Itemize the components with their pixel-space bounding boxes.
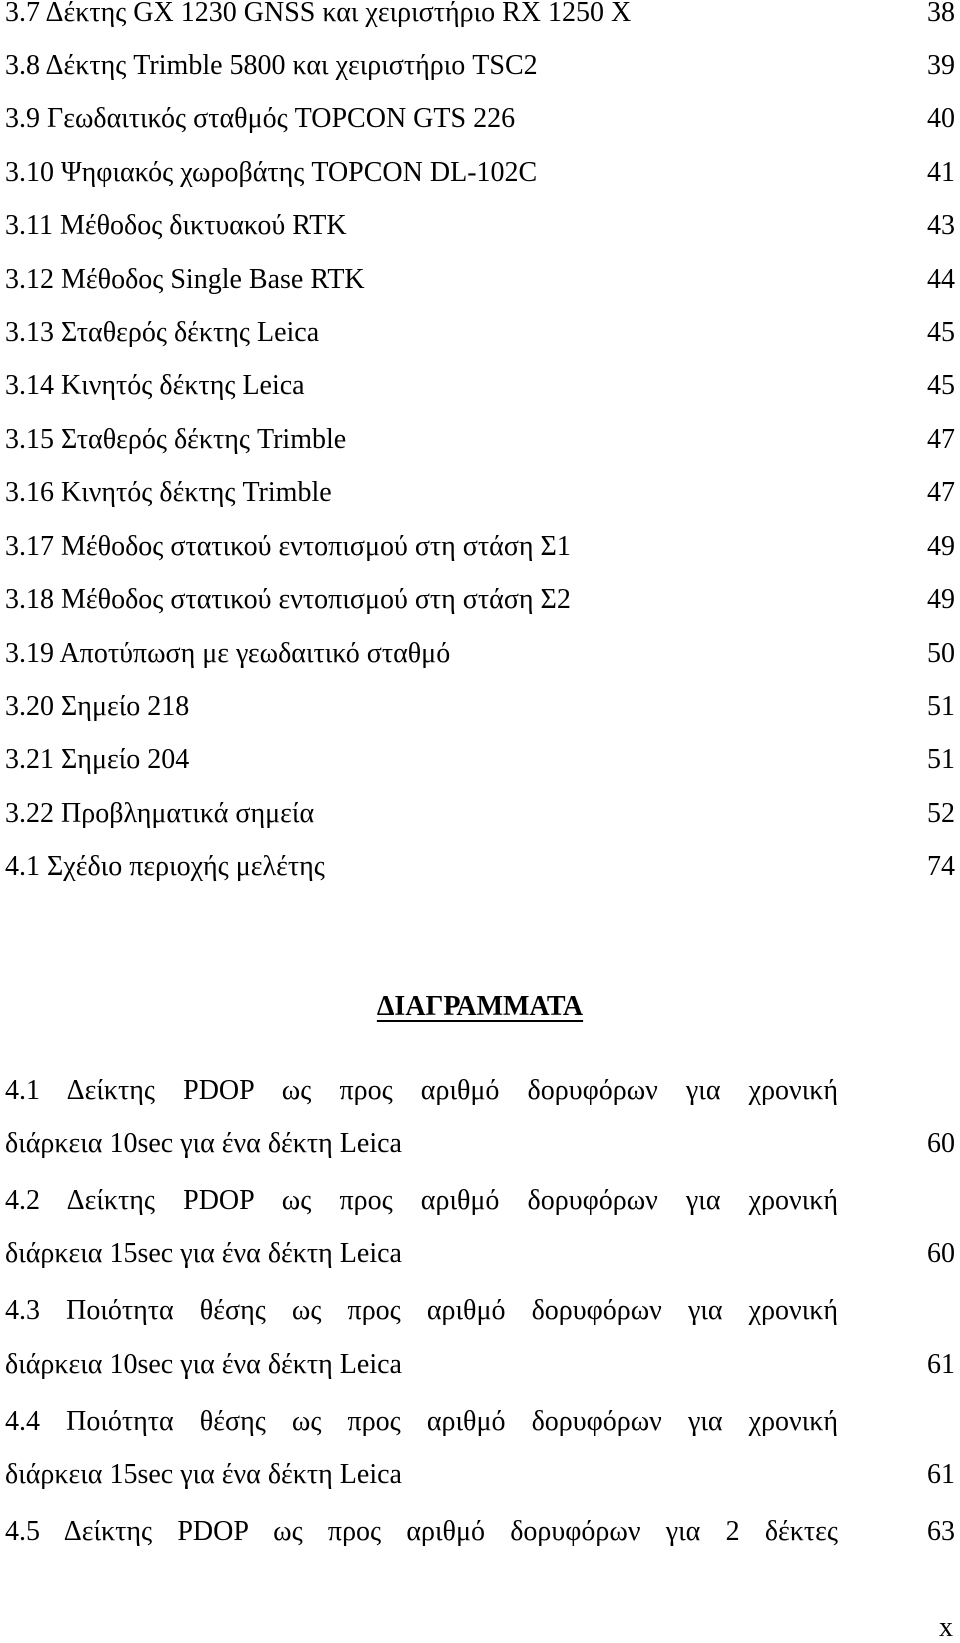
toc-entry-page: 44 <box>927 264 955 295</box>
page-number: x <box>939 1612 953 1643</box>
toc-entry-page: 45 <box>927 317 955 348</box>
toc-entry <box>5 740 955 780</box>
toc-entry <box>5 634 955 674</box>
toc-entry-page: 51 <box>927 691 955 722</box>
toc-entry-page: 51 <box>927 744 955 775</box>
toc-entry-page: 49 <box>927 584 955 615</box>
section-heading-text: ΔΙΑΓΡΑΜΜΑΤΑ <box>376 991 584 1022</box>
toc-entry <box>5 1512 955 1552</box>
toc-entry-label: 3.12 Μέθοδος Single Base RTK <box>5 264 365 295</box>
toc-entry <box>5 580 955 620</box>
toc-entry-page: 52 <box>927 798 955 829</box>
toc-entry <box>5 527 955 567</box>
toc-entry-page: 60 <box>927 1128 955 1159</box>
toc-entry <box>5 1345 955 1385</box>
toc-entry <box>5 1455 955 1495</box>
toc-entry-label: 3.19 Αποτύπωση με γεωδαιτικό σταθμό <box>5 638 451 669</box>
toc-entry-page: 43 <box>927 210 955 241</box>
toc-entry <box>5 260 955 300</box>
toc-entry-page: 50 <box>927 638 955 669</box>
toc-entry <box>5 153 955 193</box>
toc-entry-label: διάρκεια 10sec για ένα δέκτη Leica <box>5 1128 402 1159</box>
toc-entry <box>5 847 955 887</box>
toc-entry-label: 3.18 Μέθοδος στατικού εντοπισμού στη στάση Σ2 <box>5 584 571 615</box>
toc-entry-page: 61 <box>927 1459 955 1490</box>
toc-entry-label: 3.21 Σημείο 204 <box>5 744 190 775</box>
toc-entry-label: 4.5 Δείκτης PDOP ως προς αριθμό δορυφόρων για 2 δέκτες <box>5 1516 838 1547</box>
toc-entry-label: διάρκεια 15sec για ένα δέκτη Leica <box>5 1459 402 1490</box>
toc-entry-label: διάρκεια 15sec για ένα δέκτη Leica <box>5 1238 402 1269</box>
toc-entry <box>5 473 955 513</box>
toc-entry-label: 3.11 Μέθοδος δικτυακού RTK <box>5 210 347 241</box>
toc-entry-label: 3.9 Γεωδαιτικός σταθμός TOPCON GTS 226 <box>5 103 516 134</box>
toc-entry-label: 3.7 Δέκτης GX 1230 GNSS και χειριστήριο RX 1250 X <box>5 0 632 28</box>
toc-entry-label: 3.20 Σημείο 218 <box>5 691 190 722</box>
toc-entry-label: 4.1 Σχέδιο περιοχής μελέτης <box>5 851 325 882</box>
toc-entry-label: 3.14 Κινητός δέκτης Leica <box>5 370 305 401</box>
toc-entry-label: 3.8 Δέκτης Trimble 5800 και χειριστήριο TSC2 <box>5 50 538 81</box>
toc-entry-page: 40 <box>927 103 955 134</box>
toc-entry-page: 38 <box>927 0 955 28</box>
toc-entry <box>5 313 955 353</box>
toc-entry <box>5 46 955 86</box>
toc-entry <box>5 420 955 460</box>
toc-entry <box>5 206 955 246</box>
toc-entry-label: διάρκεια 10sec για ένα δέκτη Leica <box>5 1349 402 1380</box>
toc-entry-page: 47 <box>927 424 955 455</box>
toc-entry <box>5 687 955 727</box>
section-heading <box>0 987 960 1027</box>
toc-entry-page: 61 <box>927 1349 955 1380</box>
toc-entry-label: 3.17 Μέθοδος στατικού εντοπισμού στη στάση Σ1 <box>5 531 571 562</box>
toc-entry <box>5 794 955 834</box>
toc-entry-page: 60 <box>927 1238 955 1269</box>
toc-entry-line1: 4.2 Δείκτης PDOP ως προς αριθμό δορυφόρων για χρονική <box>5 1185 838 1216</box>
toc-entry <box>5 99 955 139</box>
toc-entry-label: 3.13 Σταθερός δέκτης Leica <box>5 317 320 348</box>
toc-entry-page: 39 <box>927 50 955 81</box>
toc-entry <box>5 1234 955 1274</box>
toc-entry <box>5 1124 955 1164</box>
toc-entry-line1: 4.1 Δείκτης PDOP ως προς αριθμό δορυφόρων για χρονική <box>5 1075 838 1106</box>
toc-entry-page: 45 <box>927 370 955 401</box>
toc-entry-page: 49 <box>927 531 955 562</box>
toc-entry-line1: 4.4 Ποιότητα θέσης ως προς αριθμό δορυφόρων για χρονική <box>5 1406 838 1437</box>
toc-entry-page: 47 <box>927 477 955 508</box>
toc-entry-line1: 4.3 Ποιότητα θέσης ως προς αριθμό δορυφόρων για χρονική <box>5 1295 838 1326</box>
toc-entry-label: 3.15 Σταθερός δέκτης Trimble <box>5 424 347 455</box>
toc-entry-label: 3.22 Προβληματικά σημεία <box>5 798 315 829</box>
toc-entry-page: 74 <box>927 851 955 882</box>
toc-entry-label: 3.10 Ψηφιακός χωροβάτης TOPCON DL-102C <box>5 157 538 188</box>
toc-entry-page: 41 <box>927 157 955 188</box>
toc-entry <box>5 366 955 406</box>
toc-entry <box>5 0 955 33</box>
toc-entry-page: 63 <box>927 1516 955 1547</box>
toc-entry-label: 3.16 Κινητός δέκτης Trimble <box>5 477 332 508</box>
